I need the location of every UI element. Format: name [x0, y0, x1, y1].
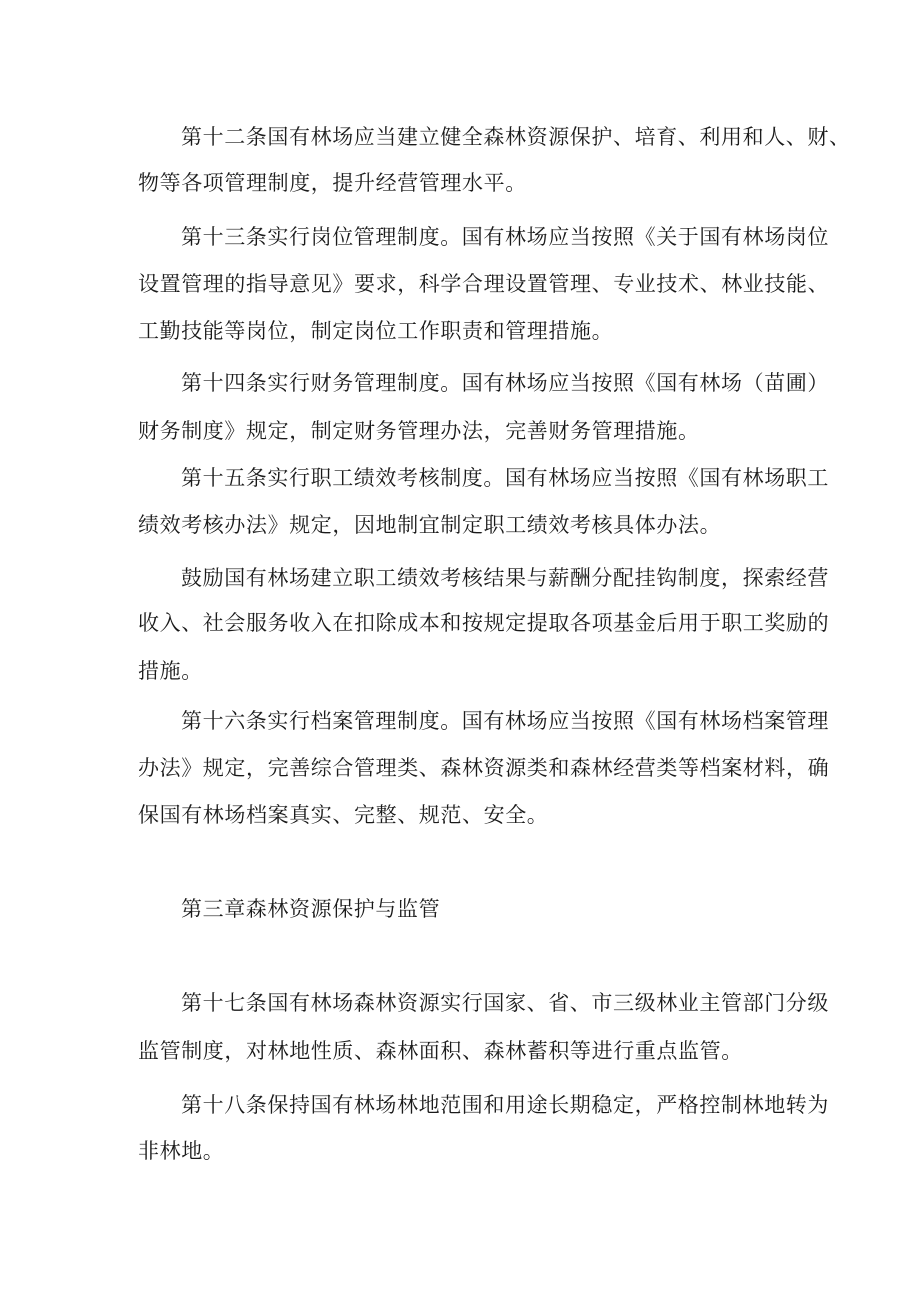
paragraph-line: 保国有林场档案真实、完整、规范、安全。 [138, 803, 549, 827]
paragraph-line: 第十六条实行档案管理制度。国有林场应当按照《国有林场档案管理 [181, 709, 829, 733]
paragraph-line: 绩效考核办法》规定，因地制宜制定职工绩效考核具体办法。 [138, 513, 722, 537]
chapter-heading: 第三章森林资源保护与监管 [181, 897, 441, 921]
paragraph-line: 第十七条国有林场森林资源实行国家、省、市三级林业主管部门分级 [181, 991, 829, 1015]
paragraph-line: 措施。 [138, 659, 203, 683]
paragraph-line: 监管制度，对林地性质、森林面积、森林蓄积等进行重点监管。 [138, 1039, 743, 1063]
paragraph-line: 办法》规定，完善综合管理类、森林资源类和森林经营类等档案材料，确 [138, 756, 830, 780]
paragraph-line: 第十四条实行财务管理制度。国有林场应当按照《国有林场（苗圃） [181, 371, 829, 395]
paragraph-line: 收入、社会服务收入在扣除成本和按规定提取各项基金后用于职工奖励的 [138, 611, 830, 635]
paragraph-line: 财务制度》规定，制定财务管理办法，完善财务管理措施。 [138, 419, 700, 443]
paragraph-line: 设置管理的指导意见》要求，科学合理设置管理、专业技术、林业技能、 [138, 272, 830, 296]
paragraph-line: 物等各项管理制度，提升经营管理水平。 [138, 171, 527, 195]
paragraph-line: 第十三条实行岗位管理制度。国有林场应当按照《关于国有林场岗位 [181, 225, 829, 249]
paragraph-line: 第十五条实行职工绩效考核制度。国有林场应当按照《国有林场职工 [181, 466, 829, 490]
paragraph-line: 第十二条国有林场应当建立健全森林资源保护、培育、利用和人、财、 [181, 125, 851, 149]
paragraph-line: 第十八条保持国有林场林地范围和用途长期稳定，严格控制林地转为 [181, 1093, 829, 1117]
paragraph-line: 非林地。 [138, 1139, 225, 1163]
paragraph-line: 鼓励国有林场建立职工绩效考核结果与薪酬分配挂钩制度，探索经营 [181, 566, 829, 590]
paragraph-line: 工勤技能等岗位，制定岗位工作职责和管理措施。 [138, 319, 614, 343]
